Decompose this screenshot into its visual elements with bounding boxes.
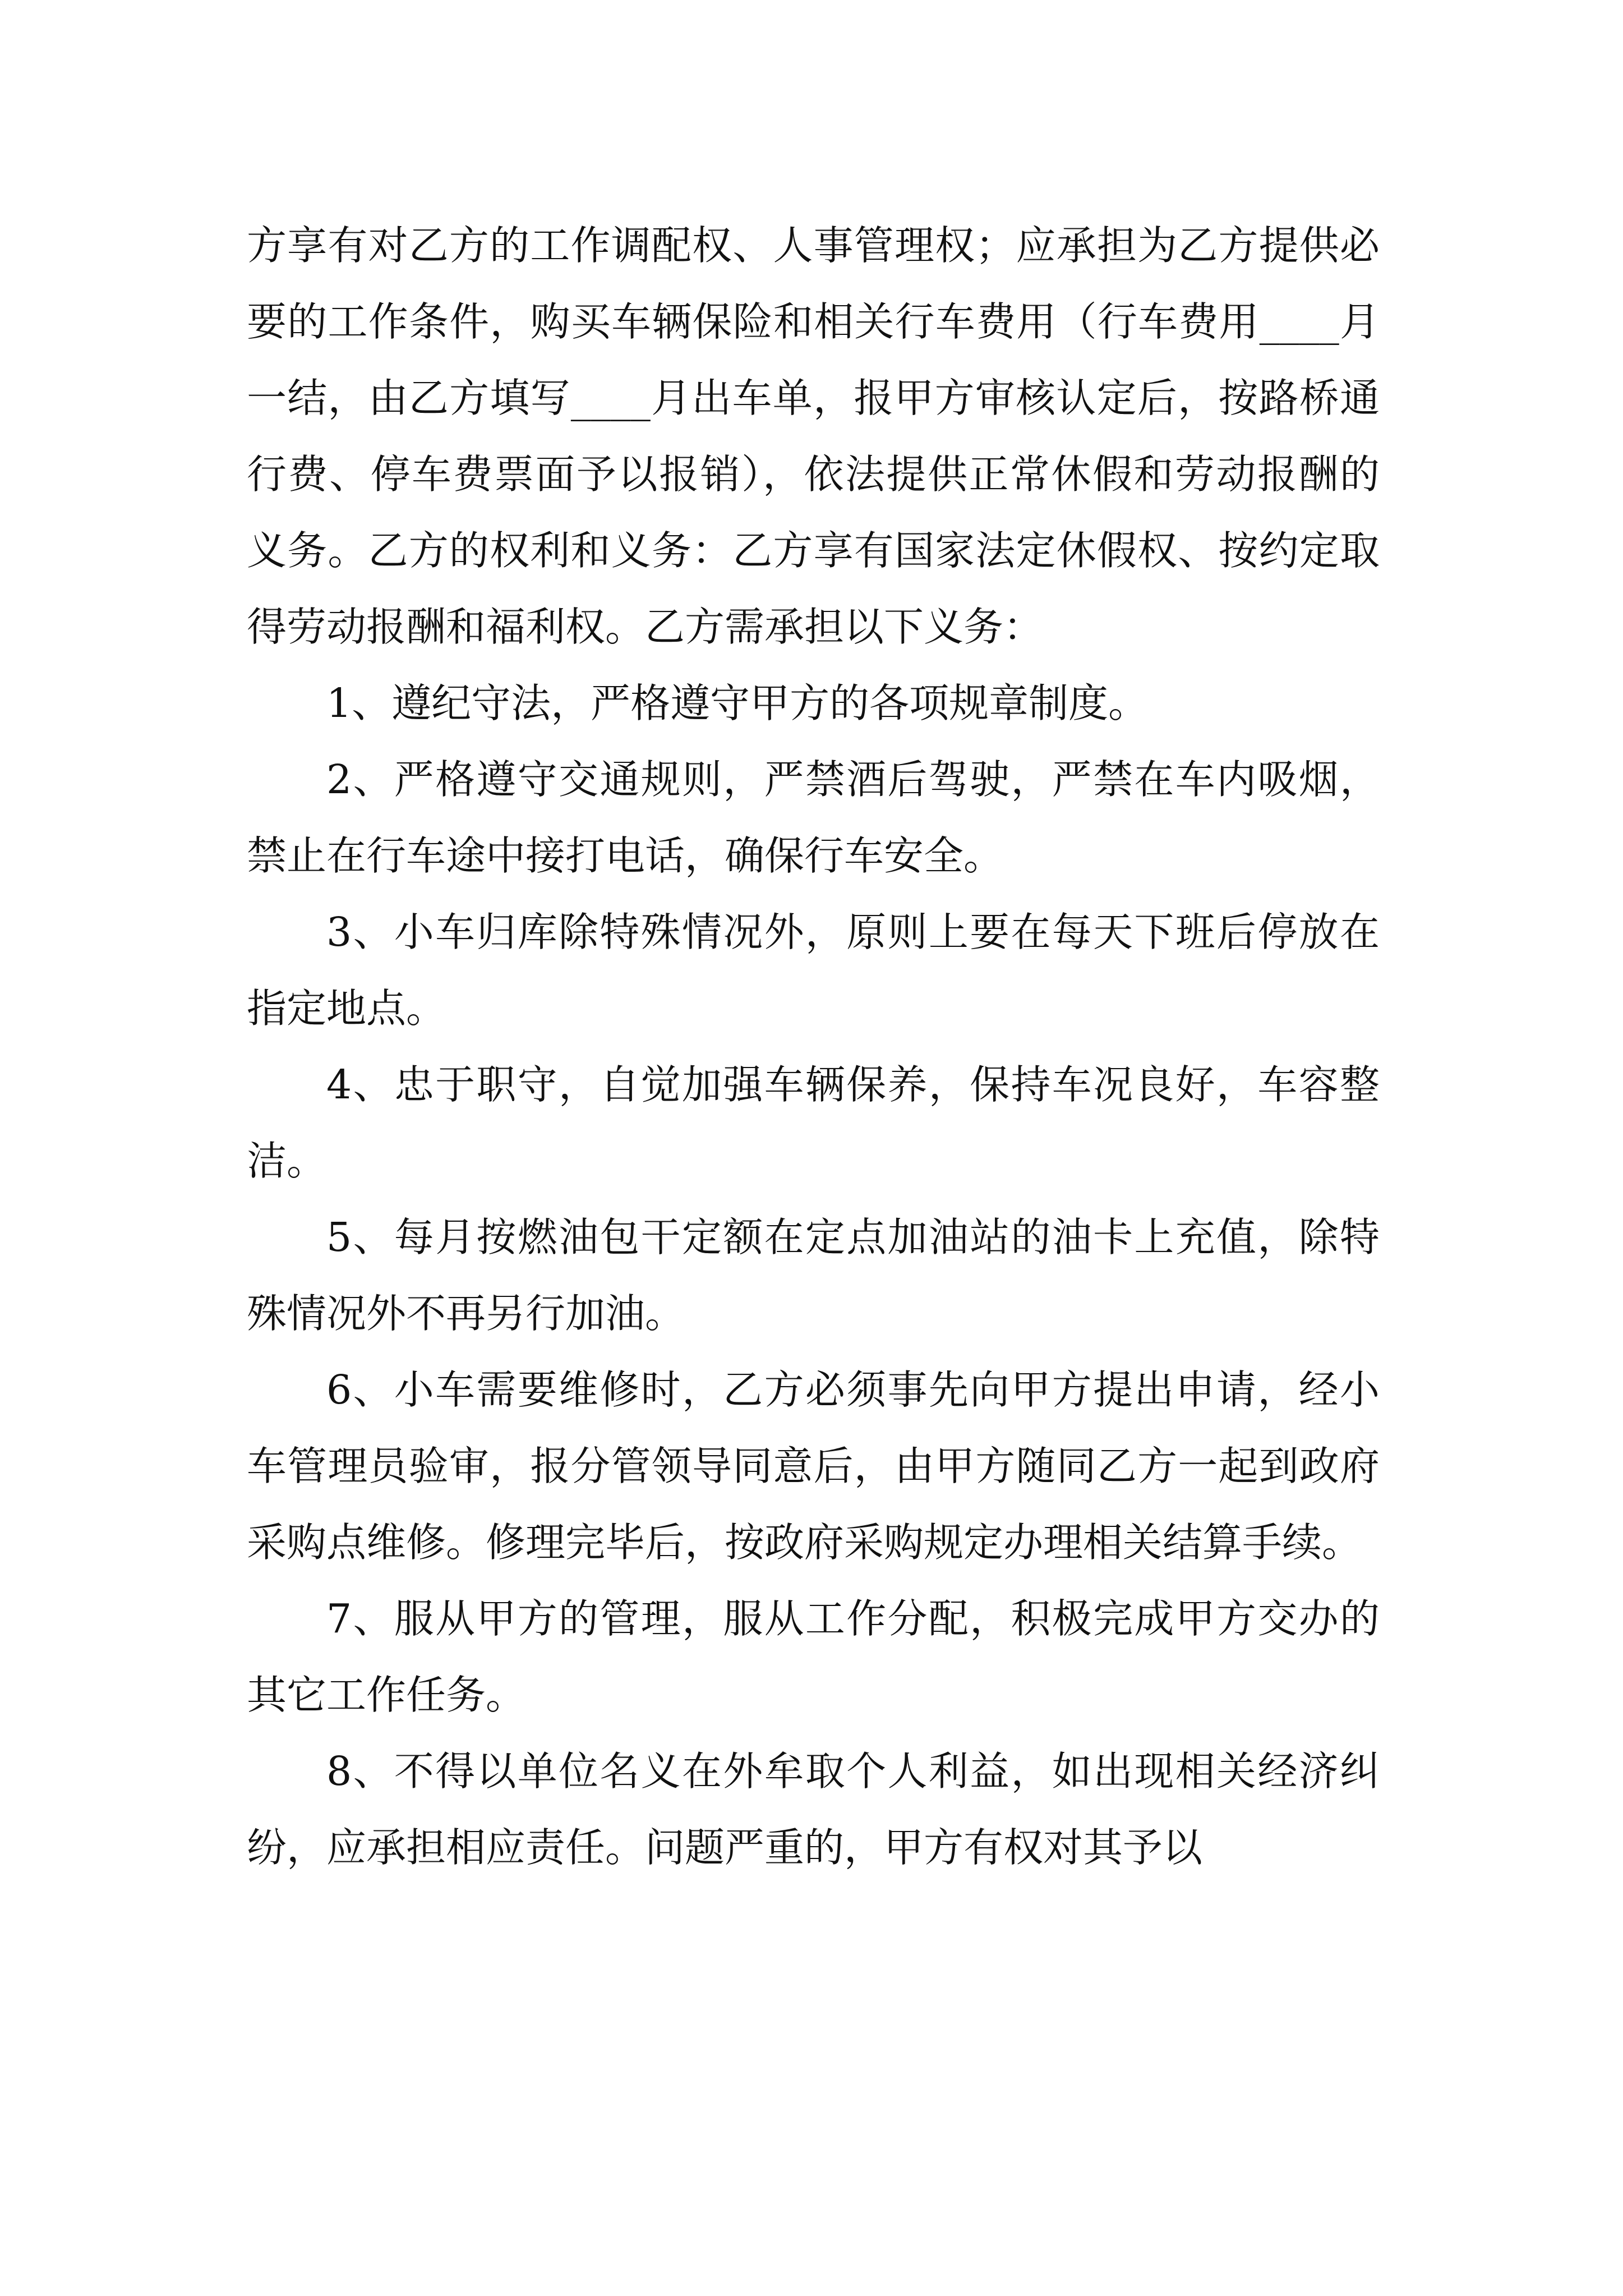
- paragraph-item-2: 2、严格遵守交通规则，严禁酒后驾驶，严禁在车内吸烟，禁止在行车途中接打电话，确保行车安全。: [247, 756, 1380, 879]
- paragraph-intro: 方享有对乙方的工作调配权、人事管理权；应承担为乙方提供必要的工作条件，购买车辆保险和相关行车费用（行车费用____月一结，由乙方填写____月出车单，报甲方审核认定后，按路桥通行费、停车费票面予以报销），依法提供正常休假和劳动报酬的义务。乙方的权利和义务：乙方享有国家法定休假权、按约定取得劳动报酬和福利权。乙方需承担以下义务：: [247, 222, 1380, 650]
- paragraph-item-8: 8、不得以单位名义在外牟取个人利益，如出现相关经济纠纷，应承担相应责任。问题严重的，甲方有权对其予以: [247, 1748, 1380, 1871]
- paragraph-item-6: 6、小车需要维修时，乙方必须事先向甲方提出申请，经小车管理员验审，报分管领导同意后，由甲方随同乙方一起到政府采购点维修。修理完毕后，按政府采购规定办理相关结算手续。: [247, 1366, 1380, 1566]
- document-page: [247, 208, 1380, 1886]
- paragraph-item-4: 4、忠于职守，自觉加强车辆保养，保持车况良好，车容整洁。: [247, 1061, 1380, 1184]
- paragraph-item-5: 5、每月按燃油包干定额在定点加油站的油卡上充值，除特殊情况外不再另行加油。: [247, 1214, 1380, 1337]
- paragraph-item-3: 3、小车归库除特殊情况外，原则上要在每天下班后停放在指定地点。: [247, 909, 1380, 1032]
- paragraph-item-7: 7、服从甲方的管理，服从工作分配，积极完成甲方交办的其它工作任务。: [247, 1595, 1380, 1718]
- paragraph-item-1: 1、遵纪守法，严格遵守甲方的各项规章制度。: [326, 680, 1149, 726]
